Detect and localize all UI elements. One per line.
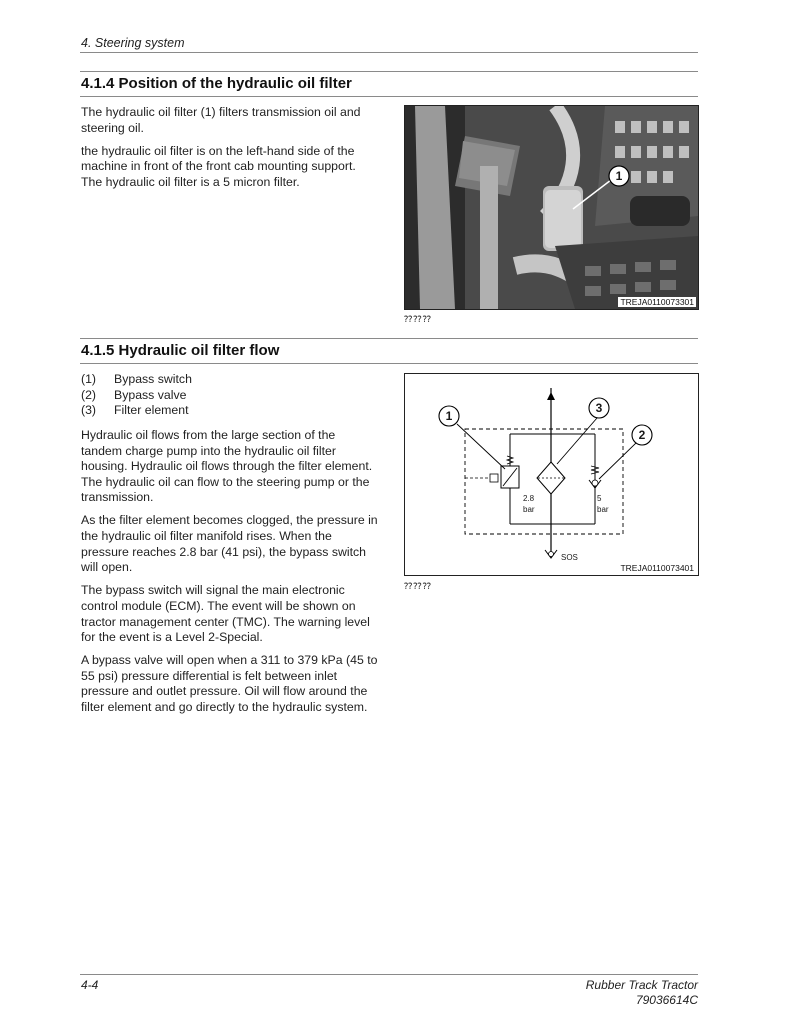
paragraph: the hydraulic oil filter is on the left-hand side of the machine in front of the front cab mounting support. The hydraulic oil filter is a 5 micron filter. [81,143,356,189]
valve-pressure-value: 5 [597,494,602,503]
figure-id: TREJA0110073401 [620,563,694,573]
legend-label: Bypass switch [114,372,192,386]
legend-label: Bypass valve [114,387,187,402]
hydraulic-schematic [404,373,699,576]
paragraph: Hydraulic oil flows from the large section of the tandem charge pump into the hydraulic oil filter housing. Hydraulic oil flows through the filter element. The hydraulic oil can flow to the steering pump or the transmission. [81,428,373,505]
section-rule [80,338,698,339]
switch-pressure-value: 2.8 [523,494,535,503]
legend-item [81,403,379,419]
figure-id: TREJA0110073301 [620,297,694,307]
callout-1: 1 [615,169,623,183]
valve-pressure-unit: bar [597,505,609,514]
schematic-drawing [405,374,698,575]
paragraph: A bypass valve will open when a 311 to 379 kPa (45 to 55 psi) pressure differential is felt between inlet pressure and outlet pressure. Oil will flow around the filter element and go directly to the hydraulic system. [81,653,378,714]
chapter-header: 4. Steering system [81,36,185,50]
manual-title: Rubber Track Tractor [585,978,698,992]
legend-item [81,388,379,404]
section-body [81,428,379,723]
legend-label: Filter element [114,403,189,418]
legend-number: (3) [81,403,97,418]
paragraph: The hydraulic oil filter (1) filters transmission oil and steering oil. [81,105,361,135]
callout-2: 2 [638,428,646,442]
callout-1: 1 [445,409,453,423]
section-rule [80,96,698,97]
section-rule [80,363,698,364]
legend-item [81,372,379,388]
sos-label: SOS [561,553,578,562]
header-rule [80,52,698,53]
footer-doc-info [586,978,698,1008]
page-number: 4-4 [81,978,99,992]
filter-location-photo [404,105,699,310]
section-body [81,105,379,198]
callout-3: 3 [595,401,603,415]
legend-number: (1) [81,372,97,386]
switch-pressure-unit: bar [523,505,535,514]
figure-caption: ⁇⁇⁇ [404,581,432,591]
document-number: 79036614C [635,993,698,1007]
footer-rule [80,974,698,975]
paragraph: As the filter element becomes clogged, the pressure in the hydraulic oil filter manifold rises. When the pressure reaches 2.8 bar (41 psi), the bypass switch will open. [81,513,378,575]
section-rule [80,71,698,72]
figure-caption: ⁇⁇⁇ [404,314,432,324]
photo-illustration [405,106,698,309]
section-title: 4.1.4 Position of the hydraulic oil filter [81,75,352,92]
legend-number: (2) [81,387,97,402]
section-title: 4.1.5 Hydraulic oil filter flow [81,342,280,359]
legend-list [81,372,379,419]
paragraph: The bypass switch will signal the main electronic control module (ECM). The event will be shown on tractor management center (TMC). The warning level for the event is a Level 2-Special. [81,583,370,645]
